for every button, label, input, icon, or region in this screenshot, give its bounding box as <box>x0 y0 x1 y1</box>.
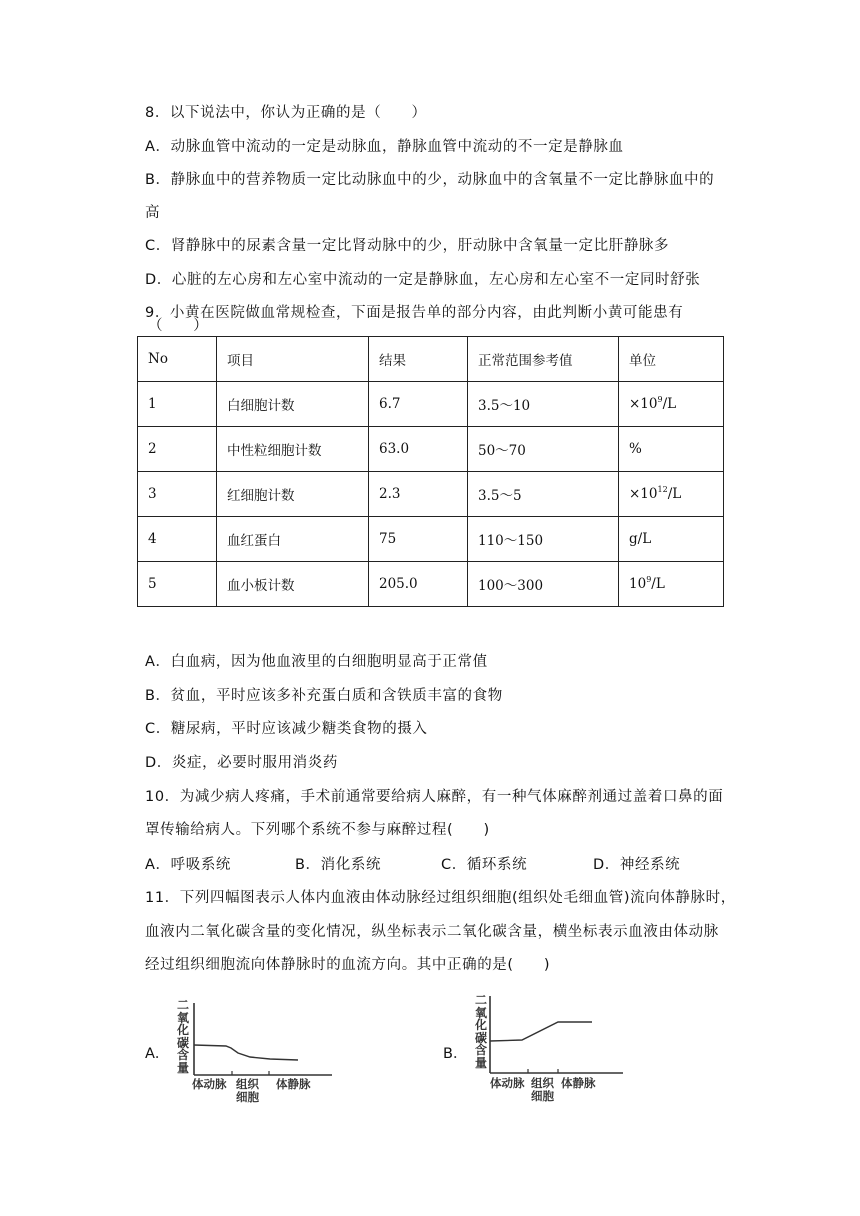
cell-item: 中性粒细胞计数 <box>217 427 369 472</box>
cell-unit: $\times 10^9/L$ <box>619 382 724 427</box>
table-row <box>138 562 724 607</box>
q10-option-b[interactable]: B．消化系统 <box>295 857 382 873</box>
graph-b-curve <box>490 1022 592 1041</box>
cell-result: 6.7 <box>369 382 468 427</box>
q10-option-d[interactable]: D．神经系统 <box>593 857 681 873</box>
q9-option-c[interactable]: C．糖尿病，平时应该减少糖类食物的摄入 <box>145 721 428 737</box>
table-row <box>138 382 724 427</box>
blood-report-table <box>137 336 724 607</box>
cell-no: 2 <box>138 427 217 472</box>
q11-stem-line1: 11．下列四幅图表示人体内血液由体动脉经过组织细胞(组织处毛细血管)流向体静脉时， <box>145 890 736 906</box>
header-result: 结果 <box>369 337 468 382</box>
graph-a-plot <box>170 995 350 1085</box>
graph-b-xtick-vein: 体静脉 <box>561 1076 596 1090</box>
q8-option-c[interactable]: C．肾静脉中的尿素含量一定比肾动脉中的少，肝动脉中含氧量一定比肝静脉多 <box>145 238 670 254</box>
q9-option-b[interactable]: B．贫血，平时应该多补充蛋白质和含铁质丰富的食物 <box>145 688 503 704</box>
cell-item: 红细胞计数 <box>217 472 369 517</box>
table-row <box>138 427 724 472</box>
cell-unit: $\times 10^{12}/L$ <box>619 472 724 517</box>
q8-option-b-cont: 高 <box>145 205 161 221</box>
q9-answer-blank: （ ） <box>148 318 209 334</box>
cell-result: 205.0 <box>369 562 468 607</box>
graph-b-plot <box>468 990 648 1080</box>
cell-no: 1 <box>138 382 217 427</box>
cell-range: 3.5～10 <box>468 382 619 427</box>
q10-option-c[interactable]: C．循环系统 <box>441 857 528 873</box>
graph-a-xtick-cell: 细胞 <box>236 1090 259 1104</box>
table-row <box>138 472 724 517</box>
q10-stem-line1: 10．为减少病人疼痛，手术前通常要给病人麻醉，有一种气体麻醉剂通过盖着口鼻的面 <box>145 789 724 805</box>
cell-unit: g/L <box>619 517 724 562</box>
q8-stem: 8．以下说法中，你认为正确的是（ ） <box>145 105 427 121</box>
graph-b-option-label[interactable]: B． <box>443 1046 468 1062</box>
q9-option-a[interactable]: A．白血病，因为他血液里的白细胞明显高于正常值 <box>145 654 488 670</box>
graph-a-xtick-vein: 体静脉 <box>276 1077 311 1091</box>
q8-option-b[interactable]: B．静脉血中的营养物质一定比动脉血中的少，动脉血中的含氧量不一定比静脉血中的 <box>145 172 715 188</box>
q11-stem-line3: 经过组织细胞流向体静脉时的血流方向。其中正确的是( ) <box>145 957 551 973</box>
graph-b[interactable] <box>468 990 648 1120</box>
q9-option-d[interactable]: D．炎症，必要时服用消炎药 <box>145 755 338 771</box>
q11-stem-line2: 血液内二氧化碳含量的变化情况，纵坐标表示二氧化碳含量，横坐标表示血液由体动脉 <box>145 924 719 940</box>
q9-stem: 9．小黄在医院做血常规检查，下面是报告单的部分内容，由此判断小黄可能患有 <box>145 305 684 321</box>
cell-no: 4 <box>138 517 217 562</box>
graph-b-xtick-cell: 细胞 <box>531 1089 554 1103</box>
cell-item: 血红蛋白 <box>217 517 369 562</box>
graph-a[interactable] <box>170 995 350 1120</box>
graph-a-ylabel: 二 氧 化 碳 含 量 <box>176 998 189 1075</box>
cell-range: 110～150 <box>468 517 619 562</box>
table-row <box>138 517 724 562</box>
cell-result: 75 <box>369 517 468 562</box>
q10-stem-line2: 罩传输给病人。下列哪个系统不参与麻醉过程( ) <box>145 822 490 838</box>
q8-option-a[interactable]: A．动脉血管中流动的一定是动脉血，静脉血管中流动的不一定是静脉血 <box>145 139 624 155</box>
graph-a-curve <box>194 1045 298 1060</box>
cell-range: 100～300 <box>468 562 619 607</box>
graph-b-xtick-tissue: 组织 <box>531 1076 554 1090</box>
graph-a-xtick-tissue: 组织 <box>236 1077 259 1091</box>
cell-unit: $10^9/L$ <box>619 562 724 607</box>
cell-result: 2.3 <box>369 472 468 517</box>
cell-result: 63.0 <box>369 427 468 472</box>
cell-item: 白细胞计数 <box>217 382 369 427</box>
cell-no: 5 <box>138 562 217 607</box>
cell-range: 50～70 <box>468 427 619 472</box>
header-unit: 单位 <box>619 337 724 382</box>
q10-options <box>145 855 745 875</box>
q10-option-a[interactable]: A．呼吸系统 <box>145 857 232 873</box>
header-no: No <box>138 337 217 382</box>
cell-no: 3 <box>138 472 217 517</box>
graph-a-option-label[interactable]: A． <box>145 1046 170 1062</box>
table-header-row <box>138 337 724 382</box>
graph-a-xtick-artery: 体动脉 <box>192 1077 227 1091</box>
header-range: 正常范围参考值 <box>468 337 619 382</box>
cell-range: 3.5～5 <box>468 472 619 517</box>
graph-b-xtick-artery: 体动脉 <box>490 1076 525 1090</box>
graph-b-ylabel: 二 氧 化 碳 含 量 <box>474 993 487 1070</box>
cell-unit: % <box>619 427 724 472</box>
header-item: 项目 <box>217 337 369 382</box>
q8-option-d[interactable]: D．心脏的左心房和左心室中流动的一定是静脉血，左心房和左心室不一定同时舒张 <box>145 272 701 288</box>
cell-item: 血小板计数 <box>217 562 369 607</box>
